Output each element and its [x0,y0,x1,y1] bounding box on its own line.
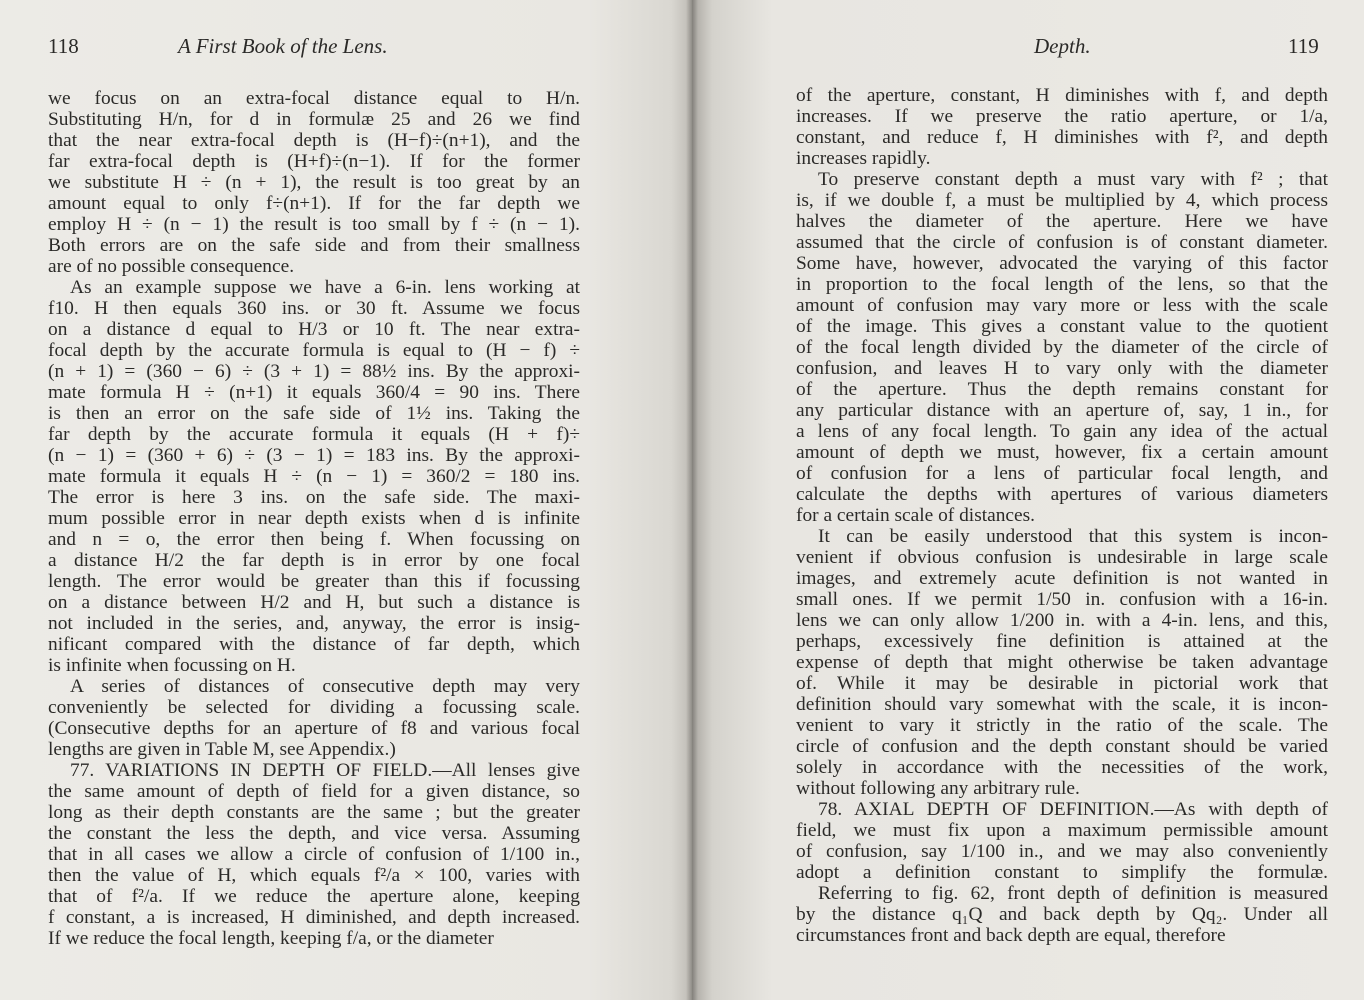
text-line: of the aperture. Thus the depth remains constant for [796,379,1328,400]
text-line: amount of depth we must, however, fix a certain amount [796,442,1328,463]
text-line: that the near extra-focal depth is (H−f)÷(n+1), and the [48,130,580,151]
text-line: is then an error on the safe side of 1½ ins. Taking the [48,403,580,424]
text-line: that in all cases we allow a circle of confusion of 1/100 in., [48,844,580,865]
text-line: mate formula it equals H ÷ (n − 1) = 360/2 = 180 ins. [48,466,580,487]
text-line: venient to vary it strictly in the ratio of the scale. The [796,715,1328,736]
text-line: confusion, and leaves H to vary only with the diameter [796,358,1328,379]
text-line: on a distance d equal to H/3 or 10 ft. The near extra- [48,319,580,340]
left-running-header: A First Book of the Lens. [178,34,388,58]
text-line: amount equal to only f÷(n+1). If for the far depth we [48,193,580,214]
text-line: far extra-focal depth is (H+f)÷(n−1). If for the former [48,151,580,172]
text-line: of the focal length divided by the diameter of the circle of [796,337,1328,358]
text-line: venient if obvious confusion is undesirable in large scale [796,547,1328,568]
text-line: any particular distance with an aperture of, say, 1 in., for [796,400,1328,421]
text-line: definition should vary somewhat with the scale, it is incon- [796,694,1328,715]
text-line: perhaps, excessively fine definition is attained at the [796,631,1328,652]
text-line: and n = o, the error then being f. When focussing on [48,529,580,550]
text-line: circumstances front and back depth are equal, therefore [796,925,1226,946]
text-line: is, if we double f, a must be multiplied by 4, which process [796,190,1328,211]
text-line: on a distance between H/2 and H, but such a distance is [48,592,580,613]
text-line: A series of distances of consecutive depth may very [70,676,580,697]
text-line: adopt a definition constant to simplify the formulæ. [796,862,1328,883]
text-line: by the distance q₁Q and back depth by Qq₂. Under all [796,904,1328,925]
text-line: (Consecutive depths for an aperture of f8 and various focal [48,718,580,739]
text-line: small ones. If we permit 1/50 in. confusion with a 16-in. [796,589,1328,610]
text-line: solely in accordance with the necessities of the work, [796,757,1328,778]
text-line: not included in the series, and, anyway, the error is insig- [48,613,580,634]
text-line: that of f²/a. If we reduce the aperture alone, keeping [48,886,580,907]
text-line: Referring to fig. 62, front depth of definition is measured [818,883,1328,904]
text-line: f constant, a is increased, H diminished, and depth increased. [48,907,580,928]
text-line: we substitute H ÷ (n + 1), the result is too great by an [48,172,580,193]
text-line: of. While it may be desirable in pictorial work that [796,673,1328,694]
text-line: 77. VARIATIONS IN DEPTH OF FIELD.—All lenses give [70,760,580,781]
text-line: (n − 1) = (360 + 6) ÷ (3 − 1) = 183 ins. By the approxi- [48,445,580,466]
text-line: (n + 1) = (360 − 6) ÷ (3 + 1) = 88½ ins. By the approxi- [48,361,580,382]
text-line: employ H ÷ (n − 1) the result is too small by f ÷ (n − 1). [48,214,580,235]
text-line: conveniently be selected for dividing a focussing scale. [48,697,580,718]
text-line: then the value of H, which equals f²/a × 100, varies with [48,865,580,886]
text-line: the constant the less the depth, and vice versa. Assuming [48,823,580,844]
text-line: Both errors are on the safe side and from their smallness [48,235,580,256]
text-line: halves the diameter of the aperture. Here we have [796,211,1328,232]
text-line: images, and extremely acute definition is not wanted in [796,568,1328,589]
text-line: assumed that the circle of confusion is of constant diameter. [796,232,1328,253]
text-line: field, we must fix upon a maximum permissible amount [796,820,1328,841]
text-line: for a certain scale of distances. [796,505,1036,526]
text-line: without following any arbitrary rule. [796,778,1080,799]
text-line: To preserve constant depth a must vary with f² ; that [818,169,1328,190]
text-line: of the aperture, constant, H diminishes with f, and depth [796,85,1328,106]
text-line: It can be easily understood that this system is incon- [818,526,1328,547]
text-line: of the image. This gives a constant value to the quotient [796,316,1328,337]
text-line: The error is here 3 ins. on the safe side. The maxi- [48,487,580,508]
text-line: increases. If we preserve the ratio aperture, or 1/a, [796,106,1328,127]
book-gutter [686,0,698,1000]
left-page-number: 118 [48,34,79,58]
left-page-body [48,88,580,949]
text-line: are of no possible consequence. [48,256,295,277]
text-line: amount of confusion may vary more or less with the scale [796,295,1328,316]
text-line: mate formula H ÷ (n+1) it equals 360/4 = 90 ins. There [48,382,580,403]
text-line: If we reduce the focal length, keeping f/a, or the diameter [48,928,494,949]
text-line: far depth by the accurate formula it equals (H + f)÷ [48,424,580,445]
text-line: a lens of any focal length. To gain any idea of the actual [796,421,1328,442]
text-line: of confusion for a lens of particular focal length, and [796,463,1328,484]
right-running-header: Depth. [1034,34,1091,58]
text-line: is infinite when focussing on H. [48,655,296,676]
text-line: Substituting H/n, for d in formulæ 25 and 26 we find [48,109,580,130]
text-line: Some have, however, advocated the varying of this factor [796,253,1328,274]
text-line: mum possible error in near depth exists when d is infinite [48,508,580,529]
text-line: length. The error would be greater than this if focussing [48,571,580,592]
right-page [692,0,1364,1000]
text-line: f10. H then equals 360 ins. or 30 ft. Assume we focus [48,298,580,319]
text-line: the same amount of depth of field for a given distance, so [48,781,580,802]
text-line: increases rapidly. [796,148,931,169]
text-line: a distance H/2 the far depth is in error by one focal [48,550,580,571]
text-line: As an example suppose we have a 6-in. lens working at [70,277,580,298]
text-line: 78. AXIAL DEPTH OF DEFINITION.—As with depth of [818,799,1328,820]
text-line: lengths are given in Table M, see Appendix.) [48,739,396,760]
text-line: constant, and reduce f, H diminishes with f², and depth [796,127,1328,148]
text-line: long as their depth constants are the same ; but the greater [48,802,580,823]
text-line: expense of depth that might otherwise be taken advantage [796,652,1328,673]
text-line: nificant compared with the distance of far depth, which [48,634,580,655]
right-page-body [796,85,1328,946]
text-line: circle of confusion and the depth constant should be varied [796,736,1328,757]
right-page-number: 119 [1288,34,1319,58]
text-line: of confusion, say 1/100 in., and we may also conveniently [796,841,1328,862]
text-line: calculate the depths with apertures of various diameters [796,484,1328,505]
text-line: focal depth by the accurate formula is equal to (H − f) ÷ [48,340,580,361]
text-line: we focus on an extra-focal distance equal to H/n. [48,88,580,109]
text-line: lens we can only allow 1/200 in. with a 4-in. lens, and this, [796,610,1328,631]
text-line: in proportion to the focal length of the lens, so that the [796,274,1328,295]
